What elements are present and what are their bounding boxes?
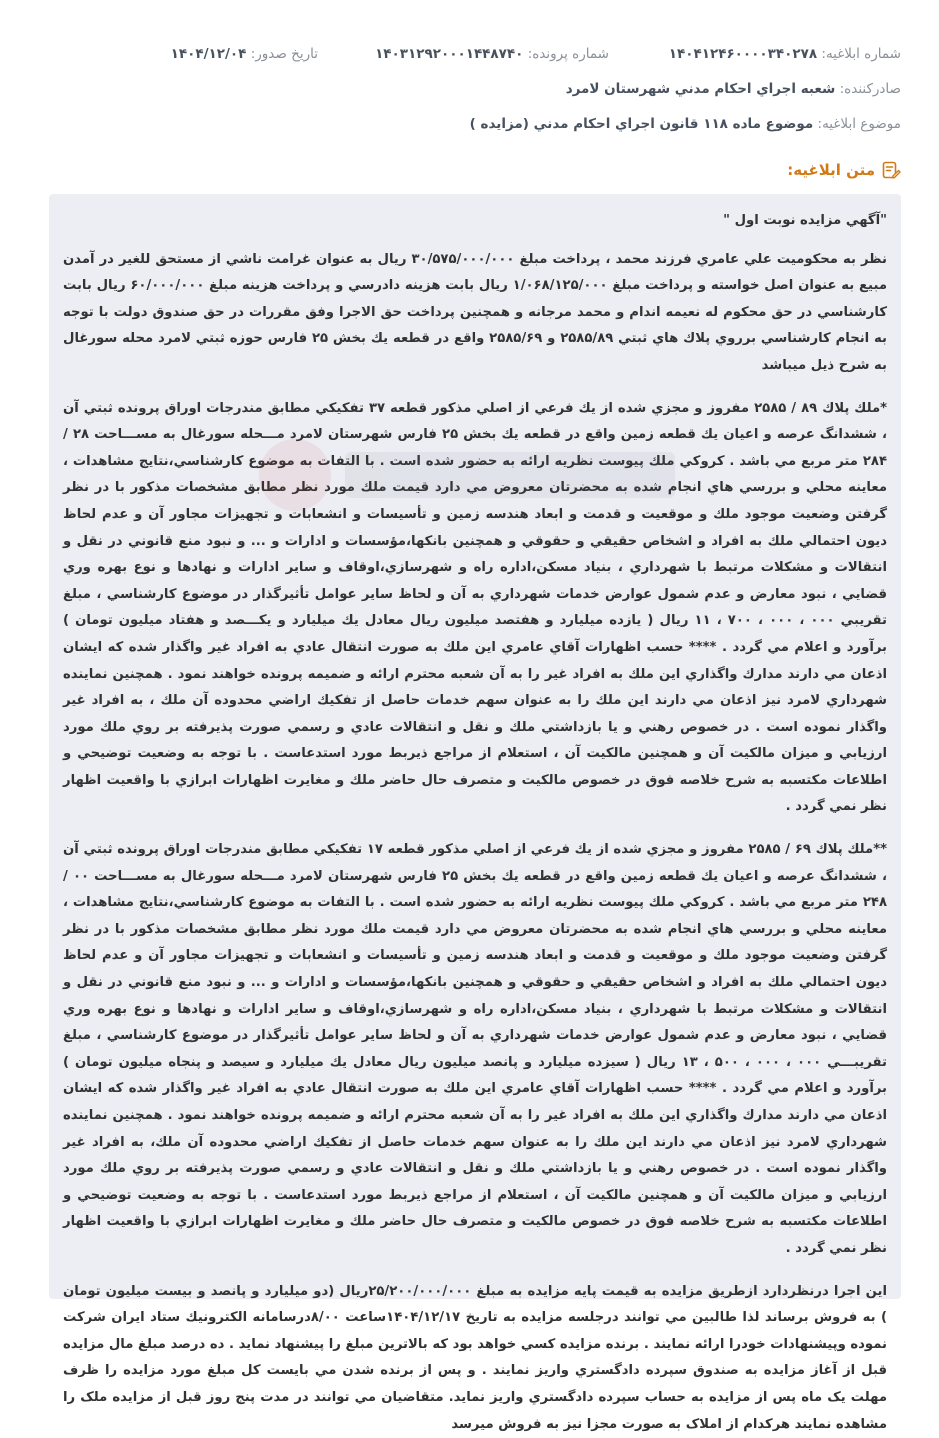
notice-text-title-label: متن ابلاغيه:: [787, 161, 875, 179]
document-edit-icon: [881, 160, 901, 180]
case-number-value: ۱۴۰۳۱۲۹۲۰۰۰۱۴۴۸۷۴۰: [375, 46, 524, 62]
notice-number: [669, 44, 901, 64]
notice-body: [49, 194, 901, 1432]
issue-date: [171, 44, 318, 64]
issue-date-label: تاريخ صدور:: [250, 46, 318, 62]
subject-value: موضوع ماده ۱۱۸ قانون اجراي احكام مدني (مزايده ): [469, 116, 814, 132]
property-1-paragraph: *ملك پلاك ۸۹ / ۲۵۸۵ مفروز و مجزي شده از يك فرعي از اصلي مذكور قطعه ۳۷ تفكيكي مطابق مندرجات اوراق پرونده ثبتي آن ، ششدانگ عرصه و اعيان يك قطعه زمين واقع در قطعه يك بخش ۲۵ فارس شهرستان لامرد مـــحله سورغال به مســـاحت ۲۸ / ۲۸۴ متر مربع مي باشد . كروكي ملك پيوست نظريه ارائه به حضور شده است . با التفات به موضوع كارشناسي،نتايج مشاهدات ، معاينه محلي و بررسي هاي انجام شده به محضرتان معروض مي دارد قيمت ملك مورد نظر مطابق مشخصات مذكور با در نظر گرفتن وضعيت موجود ملك و موقعيت و قدمت و ابعاد هندسه زمين و تأسيسات و انشعابات و تجهيزات مجاور آن و عدم لحاظ ديون احتمالي ملك به افراد و اشخاص حقيقي و حقوقي و همچنين بانكها،مؤسسات و ادارات و ... و نبود منع قانوني در نقل و انتقالات و مشكلات مرتبط با شهرداري ، بنياد مسكن،اداره راه و شهرسازي،اوقاف و ساير ادارات و نهادها و نوع بهره وري قضايي ، نبود معارض و عدم شمول عوارض خدمات شهرداري به آن و لحاظ ساير عوامل تأثيرگذار در موضوع كارشناسي ، مبلغ تقريبي ۰۰۰ ، ۰۰۰ ، ۷۰۰ ، ۱۱ ريال ( يازده ميليارد و هفتصد ميليون ريال معادل يك ميليارد و يكـــصد و هفتاد ميليون تومان ) برآورد و اعلام مي گردد . **** حسب اظهارات آقاي عامري اين ملك به صورت انتقال عادي به افراد غير واگذار شده كه ايشان اذعان مي دارند مدارك واگذاري اين ملك به افراد غير را به آن شعبه محترم ارائه و ضميمه پرونده خواهند نمود . همچنين نماينده شهرداري لامرد نيز اذعان مي دارند اين ملك را به عنوان سهم خدمات حاصل از تفكيك اراضي محدوده آن ملك ، به افراد غير واگذار نموده است . در خصوص رهني و يا بازداشتي ملك و نقل و انتقالات عادي و رسمي صورت پذيرفته بر روي ملك مورد ارزيابي و ميزان مالكيت آن و همچنين مالكيت آن ، استعلام از مراجع ذيربط مورد استدعاست . با توجه به وضعيت توضيحي و اطلاعات مكتسبه به شرح خلاصه فوق در خصوص مالكيت و متصرف حال حاضر ملك و مغايرت اظهارات ابرازي با واقعيت اظهار نظر نمي گردد .: [63, 400, 888, 815]
issuer-label: صادرکننده:: [839, 81, 901, 97]
notice-number-value: ۱۴۰۴۱۲۴۶۰۰۰۰۳۴۰۲۷۸: [668, 46, 818, 62]
closing-paragraph: اين اجرا درنظردارد ازطريق مزايده به قيمت پايه مزايده به مبلغ ۲۵/۲۰۰/۰۰۰/۰۰۰ريال (دو ميليارد و پانصد و بيست ميليون تومان ) به فروش برساند لذا طالبين مي توانند درجلسه مزايده به تاريخ ۱۴۰۴/۱۲/۱۷ساعت ۸/۰۰درسامانه الكترونيك ستاد ايران شركت نموده وپيشنهادات خودرا ارائه نمايند . برنده مزايده كسي خواهد بود كه بالاترين مبلغ را پيشنهاد نمايد . ده درصد مبلغ مال مزايده قبل از آغاز مزايده به صندوق سپرده دادگستري واريز نمايند . و پس از برنده شدن مي بايست كل مبلغ مورد مزايده را ظرف مهلت يک ماه پس از مزايده به حساب سپرده دادگستري واريز نمايد. متقاضيان مي توانند در مدت پنج روز قبل از مزايده ملک را مشاهده نمايند هركدام از املاک به صورت مجزا نيز به فروش ميرسد: [63, 1283, 888, 1432]
issue-date-value: ۱۴۰۴/۱۲/۰۴: [170, 46, 247, 62]
subject-row: [20, 114, 901, 134]
intro-paragraph: نظر به محكوميت علي عامري فرزند محمد ، پرداخت مبلغ ۳۰/۵۷۵/۰۰۰/۰۰۰ ريال به عنوان غرامت ناشي از مستحق للغير در آمدن مبيع به عنوان اصل خواسته و پرداخت مبلغ ۱/۰۶۸/۱۲۵/۰۰۰ ريال بابت هزينه دادرسي و پرداخت هزينه مبلغ ۶۰/۰۰۰/۰۰۰ ريال بابت كارشناسي در حق محكوم له نعيمه اندام و محمد مرجانه و همچنين پرداخت حق الاجرا وفق مقررات در حق صندوق دولت با توجه به انجام كارشناسي برروي پلاك هاي ثبتي ۲۵۸۵/۸۹ و ۲۵۸۵/۶۹ واقع در قطعه يك بخش ۲۵ فارس حوزه ثبتي لامرد محله سورغال به شرح ذيل ميباشد: [63, 251, 887, 373]
case-number-label: شماره پرونده:: [527, 46, 609, 62]
case-number: [375, 44, 609, 64]
subject-label: موضوع ابلاغيه:: [817, 116, 901, 132]
issuer-value: شعبه اجراي احكام مدني شهرستان لامرد: [565, 81, 836, 97]
property-2-paragraph: **ملك پلاك ۶۹ / ۲۵۸۵ مفروز و مجزي شده از يك فرعي از اصلي مذكور قطعه ۱۷ تفكيكي مطابق مندرجات اوراق پرونده ثبتي آن ، ششدانگ عرصه و اعيان يك قطعه زمين واقع در قطعه يك بخش ۲۵ فارس شهرستان لامرد مـــحله سورغال به مســـاحت ۰۰ / ۲۴۸ متر مربع مي باشد . كروكي ملك پيوست نظريه ارائه به حضور شده است . با التفات به موضوع كارشناسي،نتايج مشاهدات ، معاينه محلي و بررسي هاي انجام شده به محضرتان معروض مي دارد قيمت ملك مورد نظر مطابق مشخصات مذكور با در نظر گرفتن وضعيت موجود ملك و موقعيت و قدمت و ابعاد هندسه زمين و تأسيسات و انشعابات و تجهيزات مجاور آن و عدم لحاظ ديون احتمالي ملك به افراد و اشخاص حقيقي و حقوقي و همچنين بانكها،مؤسسات و ادارات و ... و نبود منع قانوني در نقل و انتقالات و مشكلات مرتبط با شهرداري ، بنياد مسكن،اداره راه و شهرسازي،اوقاف و ساير ادارات و نهادها و نوع بهره وري قضايي ، نبود معارض و عدم شمول عوارض خدمات شهرداري به آن و لحاظ ساير عوامل تأثيرگذار در موضوع كارشناسي ، مبلغ تقريبـــي ۰۰۰ ، ۰۰۰ ، ۵۰۰ ، ۱۳ ريال ( سيزده ميليارد و پانصد ميليون ريال معادل يك ميليارد و سيصد و پنجاه ميليون تومان ) برآورد و اعلام مي گردد . **** حسب اظهارات آقاي عامري اين ملك به صورت انتقال عادي به افراد غير واگذار شده كه ايشان اذعان مي دارند مدارك واگذاري اين ملك به افراد غير را به آن شعبه محترم ارائه و ضميمه پرونده خواهند نمود . همچنين نماينده شهرداري لامرد نيز اذعان مي دارند اين ملك را به عنوان سهم خدمات حاصل از تفكيك اراضي محدوده آن ملك، به افراد غير واگذار نموده است . در خصوص رهني و يا بازداشتي ملك و نقل و انتقالات عادي و رسمي صورت پذيرفته بر روي ملك مورد ارزيابي و ميزان مالكيت آن و همچنين مالكيت آن ، استعلام از مراجع ذيربط مورد استدعاست . با توجه به وضعيت توضيحي و اطلاعات مكتسبه به شرح خلاصه فوق در خصوص مالكيت و متصرف حال حاضر ملك و مغايرت اظهارات ابرازي با واقعيت اظهار نظر نمي گردد .: [63, 842, 888, 1256]
auction-heading: "آگهي مزايده نوبت اول ": [723, 213, 887, 228]
notice-text-title: [787, 160, 901, 180]
notice-number-label: شماره ابلاغيه:: [821, 46, 901, 62]
issuer-row: [20, 79, 901, 99]
